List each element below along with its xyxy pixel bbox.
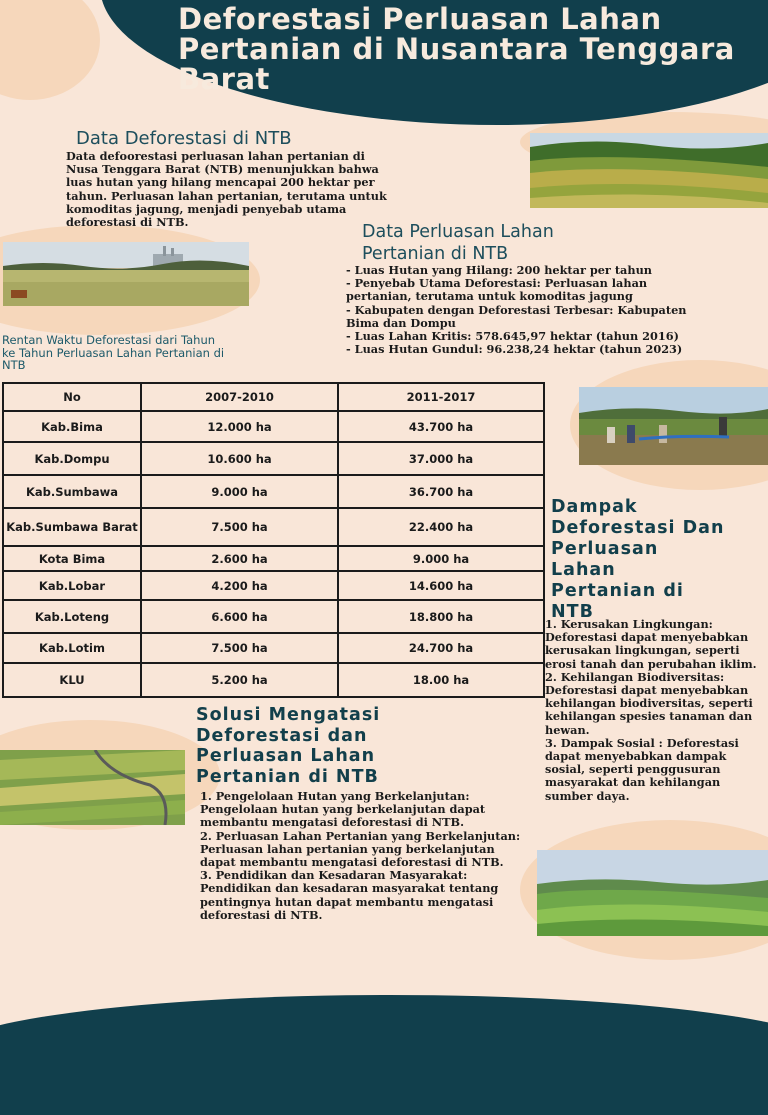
table-cell: 37.000 ha	[338, 442, 544, 475]
table-cell: Kab.Lobar	[3, 571, 141, 600]
table-cell: Kab.Loteng	[3, 600, 141, 633]
table-cell: 7.500 ha	[141, 508, 338, 546]
heading-line: Solusi Mengatasi	[196, 705, 381, 725]
table-row	[3, 600, 544, 633]
table-row	[3, 475, 544, 508]
list-item: - Luas Hutan Gundul: 96.238,24 hektar (tahun 2023)	[346, 342, 683, 357]
data-perluasan-list	[346, 264, 706, 356]
table-cell: Kab.Sumbawa	[3, 475, 141, 508]
data-deforestasi-heading: Data Deforestasi di NTB	[76, 128, 292, 149]
heading-line: Perluasan Lahan	[196, 746, 376, 766]
table-cell: 7.500 ha	[141, 633, 338, 663]
table-row	[3, 663, 544, 697]
farmers-photo	[579, 387, 768, 465]
heading-line: Pertanian di	[551, 581, 684, 601]
table-cell: 2.600 ha	[141, 546, 338, 571]
table-cell: 12.000 ha	[141, 411, 338, 442]
heading-line: Pertanian di NTB	[196, 766, 379, 787]
table-cell: 24.700 ha	[338, 633, 544, 663]
solusi-list	[200, 790, 530, 922]
dampak-list	[545, 618, 768, 803]
table-cell: Kab.Bima	[3, 411, 141, 442]
table-header-cell: 2011-2017	[338, 383, 544, 411]
data-perluasan-heading-line1: Data Perluasan Lahan	[362, 222, 554, 242]
list-item: - Kabupaten dengan Deforestasi Terbesar: Kabupaten Bima dan Dompu	[346, 302, 687, 330]
list-item: 1. Pengelolaan Hutan yang Berkelanjutan: Pengelolaan hutan yang berkelanjutan dapat membantu mengatasi deforestasi di NTB.	[200, 789, 486, 830]
table-caption: Rentan Waktu Deforestasi dari Tahun ke Tahun Perluasan Lahan Pertanian di NTB	[2, 333, 225, 372]
bottom-wave	[0, 995, 768, 1115]
table-row	[3, 633, 544, 663]
table-row	[3, 508, 544, 546]
deforestation-table	[2, 382, 545, 698]
table-cell: 6.600 ha	[141, 600, 338, 633]
table-header-row	[3, 383, 544, 411]
table-row	[3, 571, 544, 600]
table-cell: 4.200 ha	[141, 571, 338, 600]
table-cell: 9.000 ha	[141, 475, 338, 508]
heading-line: Deforestasi dan	[196, 725, 368, 746]
dampak-heading	[551, 497, 724, 623]
table-row	[3, 411, 544, 442]
table-cell: Kab.Lotim	[3, 633, 141, 663]
list-item: 3. Pendidikan dan Kesadaran Masyarakat: Pendidikan dan kesadaran masyarakat tentang pentingnya hutan dapat membantu mengatasi deforestasi di NTB.	[200, 868, 499, 922]
list-item: 3. Dampak Sosial : Deforestasi dapat menyebabkan dampak sosial, seperti penggusuran masyarakat dan kehilangan sumber daya.	[545, 735, 739, 803]
table-cell: 18.800 ha	[338, 600, 544, 633]
list-item: - Luas Lahan Kritis: 578.645,97 hektar (tahun 2016)	[346, 329, 679, 344]
heading-line: Deforestasi Dan	[551, 518, 725, 538]
table-cell: 36.700 ha	[338, 475, 544, 508]
rice-terrace-photo	[530, 133, 768, 208]
heading-line: Perluasan	[551, 539, 659, 559]
table-row	[3, 442, 544, 475]
table-cell: KLU	[3, 663, 141, 697]
list-item: 2. Kehilangan Biodiversitas: Deforestasi dapat menyebabkan kehilangan biodiversitas, seperti kehilangan spesies tanaman dan hewan.	[545, 669, 753, 737]
data-perluasan-heading-line2: Pertanian di NTB	[362, 244, 509, 264]
list-item: - Penyebab Utama Deforestasi: Perluasan lahan pertanian, terutama untuk komoditas jagung	[346, 276, 648, 304]
table-cell: 5.200 ha	[141, 663, 338, 697]
table-header-cell: No	[3, 383, 141, 411]
green-hills-photo	[537, 850, 768, 936]
table-header-cell: 2007-2010	[141, 383, 338, 411]
table-row	[3, 546, 544, 571]
heading-line: Lahan	[551, 560, 616, 580]
table-cell: 10.600 ha	[141, 442, 338, 475]
aerial-fields-photo	[0, 750, 185, 825]
list-item: 1. Kerusakan Lingkungan: Deforestasi dapat menyebabkan kerusakan lingkungan, seperti erosi tanah dan perubahan iklim.	[545, 617, 757, 671]
page-title: Deforestasi Perluasan Lahan Pertanian di Nusantara Tenggara Barat	[178, 2, 735, 96]
data-deforestasi-paragraph: Data defoorestasi perluasan lahan pertanian di Nusa Tenggara Barat (NTB) menunjukkan bahwa luas hutan yang hilang mencapai 200 hektar per tahun. Perluasan lahan pertanian, terutama untuk komoditas jagung, menjadi penyebab utama deforestasi di NTB.	[66, 149, 387, 230]
solusi-heading	[196, 705, 380, 787]
table-cell: 14.600 ha	[338, 571, 544, 600]
table-cell: Kota Bima	[3, 546, 141, 571]
table-cell: 43.700 ha	[338, 411, 544, 442]
list-item: 2. Perluasan Lahan Pertanian yang Berkelanjutan: Perluasan lahan pertanian yang berkelanjutan dapat membantu mengatasi deforestasi di NTB.	[200, 828, 521, 870]
background-blob	[0, 0, 100, 100]
heading-line: Dampak	[551, 497, 638, 517]
heading-line: NTB	[551, 602, 594, 622]
table-cell: 22.400 ha	[338, 508, 544, 546]
table-cell: Kab.Dompu	[3, 442, 141, 475]
field-factory-photo	[3, 242, 249, 306]
table-cell: 9.000 ha	[338, 546, 544, 571]
table-cell: Kab.Sumbawa Barat	[3, 508, 141, 546]
list-item: - Luas Hutan yang Hilang: 200 hektar per tahun	[346, 263, 652, 277]
table-cell: 18.00 ha	[338, 663, 544, 697]
